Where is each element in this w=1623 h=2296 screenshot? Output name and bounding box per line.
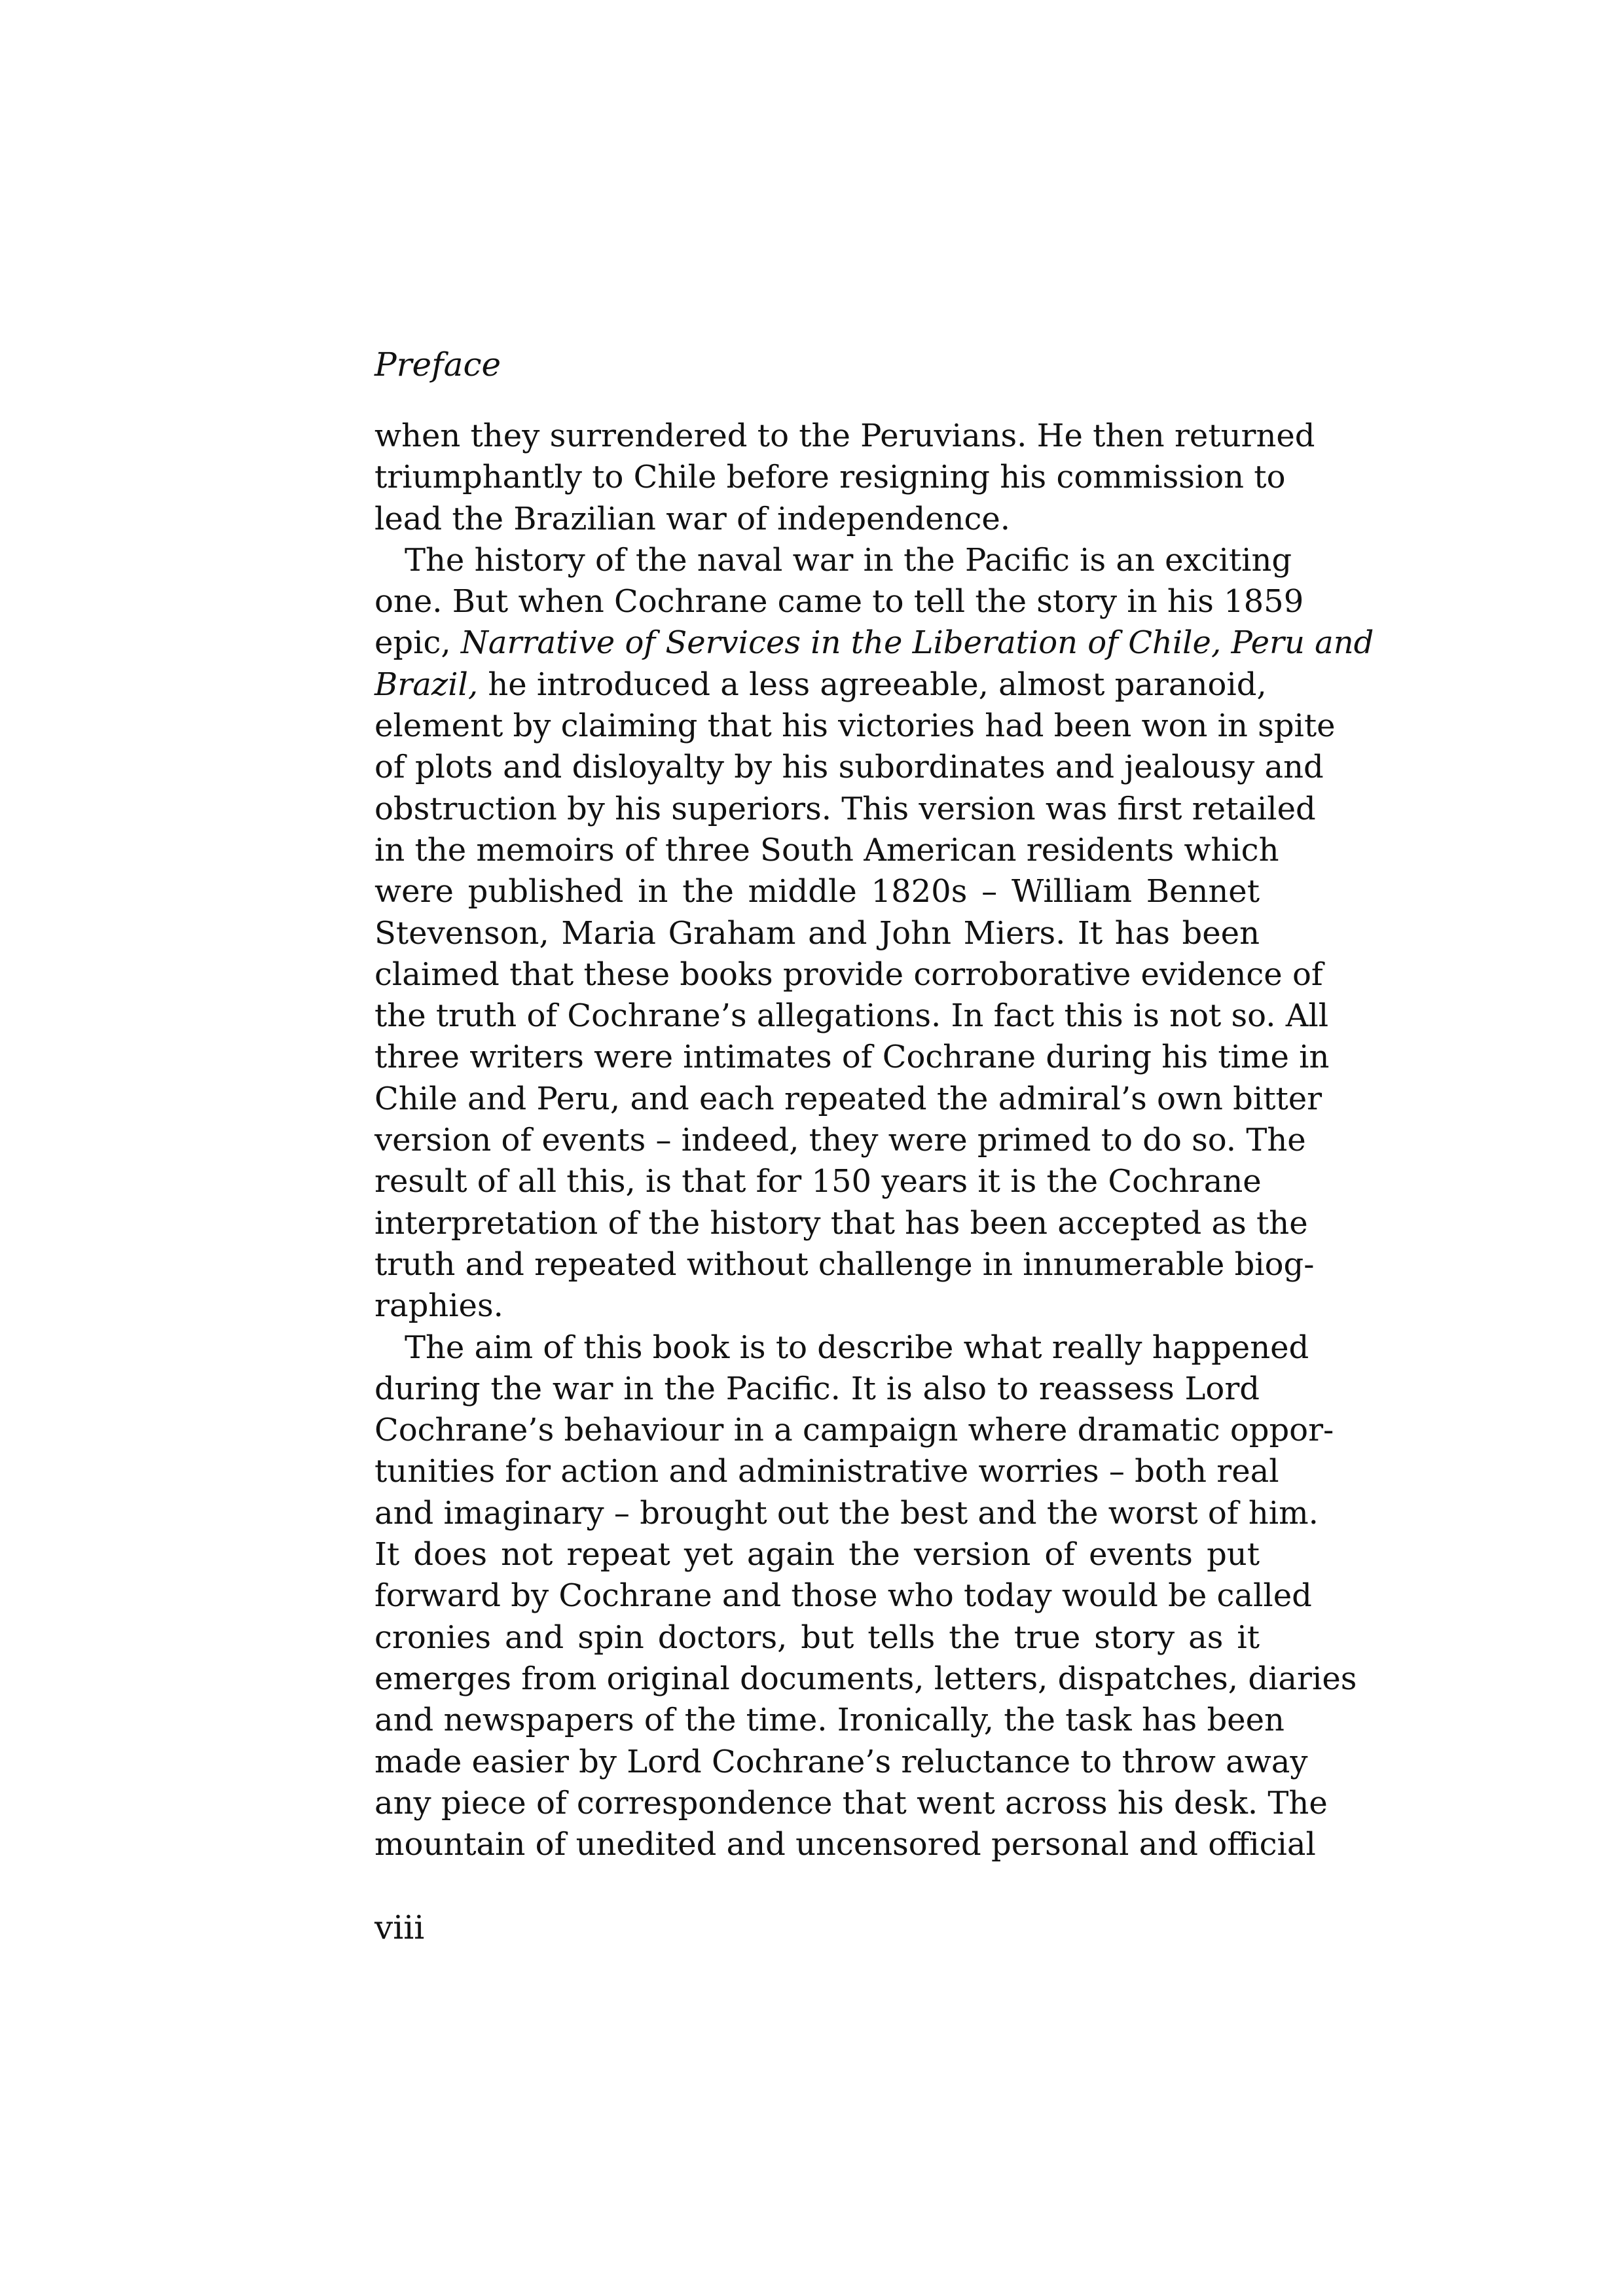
paragraph-2-line-3-text: epic, — [374, 624, 461, 662]
paragraph-2-line-16: result of all this, is that for 150 years it is the Cochrane — [374, 1163, 1262, 1200]
paragraph-2-line-13: three writers were intimates of Cochrane during his time in — [374, 1039, 1330, 1076]
paragraph-2-line-4 — [374, 664, 1267, 706]
paragraph-1-line-2: triumphantly to Chile before resigning his commission to — [374, 459, 1286, 496]
paragraph-2-line-18: truth and repeated without challenge in innumerable biog- — [374, 1246, 1315, 1283]
paragraph-2-line-9: were published in the middle 1820s – William Bennet — [374, 873, 1260, 910]
paragraph-2-line-8: in the memoirs of three South American residents which — [374, 831, 1279, 869]
paragraph-2-line-14: Chile and Peru, and each repeated the admiral’s own bitter — [374, 1080, 1322, 1117]
paragraph-1-line-1: when they surrendered to the Peruvians. He then returned — [374, 418, 1315, 454]
paragraph-3-line-1: The aim of this book is to describe what really happened — [405, 1329, 1309, 1366]
paragraph-3-line-8: cronies and spin doctors, but tells the true story as it — [374, 1619, 1260, 1656]
paragraph-3-line-3: Cochrane’s behaviour in a campaign where dramatic oppor- — [374, 1412, 1334, 1449]
paragraph-3-line-4: tunities for action and administrative worries – both real — [374, 1453, 1279, 1490]
paragraph-3-line-10: and newspapers of the time. Ironically, the task has been — [374, 1702, 1285, 1739]
paragraph-1-line-3: lead the Brazilian war of independence. — [374, 500, 1011, 537]
paragraph-2-line-17: interpretation of the history that has been accepted as the — [374, 1204, 1308, 1242]
running-head: Preface — [374, 346, 501, 384]
paragraph-2-line-19: raphies. — [374, 1287, 503, 1325]
paragraph-2-line-11: claimed that these books provide corroborative evidence of — [374, 956, 1323, 993]
paragraph-2-line-3 — [374, 622, 1374, 664]
paragraph-2-line-6: of plots and disloyalty by his subordinates and jealousy and — [374, 749, 1324, 786]
book-title-part-1: Narrative of Services in the Liberation of Chile, Peru and — [460, 624, 1374, 662]
paragraph-3-line-7: forward by Cochrane and those who today would be called — [374, 1577, 1312, 1615]
paragraph-3-line-11: made easier by Lord Cochrane’s reluctance to throw away — [374, 1743, 1308, 1780]
paragraph-2-line-5: element by claiming that his victories had been won in spite — [374, 708, 1336, 745]
paragraph-2-line-2: one. But when Cochrane came to tell the story in his 1859 — [374, 583, 1304, 620]
paragraph-2-line-4-text: he introduced a less agreeable, almost paranoid, — [478, 666, 1267, 703]
page-number: viii — [374, 1909, 425, 1946]
paragraph-3-line-2: during the war in the Pacific. It is also to reassess Lord — [374, 1370, 1260, 1407]
body-text — [374, 416, 1374, 1865]
book-title-part-2: Brazil, — [374, 666, 479, 703]
paragraph-2-line-15: version of events – indeed, they were primed to do so. The — [374, 1122, 1306, 1159]
paragraph-3-line-13: mountain of unedited and uncensored personal and official — [374, 1826, 1316, 1863]
paragraph-3-line-5: and imaginary – brought out the best and the worst of him. — [374, 1494, 1319, 1532]
paragraph-3-line-9: emerges from original documents, letters, dispatches, diaries — [374, 1660, 1357, 1697]
paragraph-2-line-1: The history of the naval war in the Pacific is an exciting — [405, 541, 1292, 579]
paragraph-2-line-10: Stevenson, Maria Graham and John Miers. It has been — [374, 914, 1260, 952]
paragraph-3-line-12: any piece of correspondence that went across his desk. The — [374, 1784, 1328, 1821]
paragraph-2-line-7: obstruction by his superiors. This version was first retailed — [374, 790, 1316, 827]
paragraph-3-line-6: It does not repeat yet again the version of events put — [374, 1536, 1260, 1573]
paragraph-2-line-12: the truth of Cochrane’s allegations. In fact this is not so. All — [374, 997, 1329, 1035]
